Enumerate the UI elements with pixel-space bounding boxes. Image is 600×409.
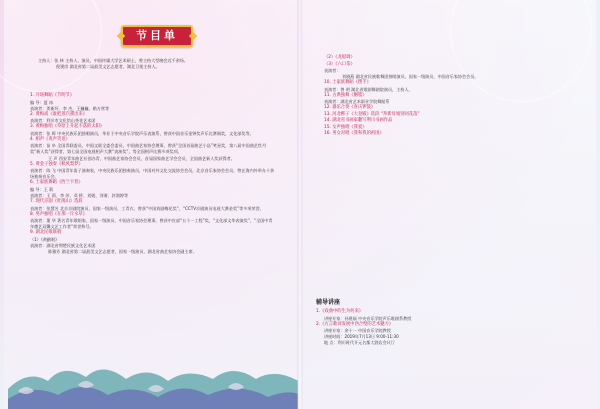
program-list-left <box>30 93 276 255</box>
program-item-title: 7. 现代京剧《杜鹃山》选段 <box>30 199 83 205</box>
program-title-banner <box>121 25 193 47</box>
program-item-title: 3. 黄梅独唱《草原上升起不落的太阳》 <box>30 124 105 130</box>
program-item-title: 14. 湖北省书画家翻写利川书画作品 <box>324 118 393 124</box>
right-page <box>302 0 596 409</box>
program-item-line: 刘晓燕 湖北省民族歌舞团独唱演员，国家一级演员，中国音乐家协会会员。 <box>342 74 479 80</box>
program-item-title: 10. 土家族舞蹈《摆手》 <box>324 80 371 86</box>
program-item-title: 15. 女声独唱《我爱》 <box>324 124 367 130</box>
program-item-title: 2. 黄梅戏《谁把蒸汽熏出来》 <box>30 111 88 117</box>
program-item-line: 王 声 西安青年曲艺社创办青，中国曲艺家协会会员，首届国家曲艺学会会员，全国曲艺新人奖获得者。 <box>48 155 235 161</box>
cloud-decoration <box>8 349 298 409</box>
program-item-line: 表演者：贺新坏、李 杰、王巍巍、皓万营等 <box>30 105 110 111</box>
program-item-line: 陈雅芳 湖北省第二届最美文艺志愿者，国家一级演员，湖北省曲艺家协会副主席。 <box>48 249 197 254</box>
program-item-title: 5. 黄金子独奏《秋风梨梦》 <box>30 161 83 167</box>
program-item-line: 表演者： <box>324 68 341 73</box>
program-item-line: 表演者：陈 飞 中国青年笛子演奏家，中央民族乐团独奏演员，中国对外文化交流协会会员，北京音乐家协会会员，曾在海内外举办十余场独奏音乐会。 <box>30 168 275 180</box>
program-item-title: 8. 男声独唱《在那一片水草》 <box>30 211 88 217</box>
lecture-line: 讲座时间：2019年7月13日 9:00-11:30 <box>324 334 399 340</box>
program-item-title: 9. 湖北民歌联唱 <box>30 230 62 236</box>
program-item-line: 表演者：苗 阜 全国青联委员，中国文联全委会委员，中国曲艺家协会理事，曾获“全国首届曲艺小品”笑星奖，第八届中国曲艺牡丹奖“新人奖”获得者，第七届全国电视相声大赛“表演奖”，等全国相声比赛多项奖项。 <box>30 143 267 155</box>
program-item-title: 13. 河北梆子《大登殿》选段 “拜新母娘别词花落” <box>324 111 420 117</box>
program-item-title: 6. 土家族舞蹈《西兰卡普》 <box>30 180 83 186</box>
program-item-title: 1. 开场舞蹈《节明节》 <box>30 93 75 98</box>
hosts-block <box>38 58 274 70</box>
program-item-line: （1）《黄鹂唱》 <box>30 236 60 242</box>
lecture-title: 2.《方言歌词发展中西合壁的艺术魅力》 <box>316 321 394 327</box>
section-heading: 辅导讲座 <box>316 299 341 306</box>
program-item-line: 表演者：张 晖 中央民族乐团独唱演员，毕业于中央音乐学院声乐表演系，曾获中国音乐金钟奖声乐比赛铜奖，文化部奖等。 <box>30 130 254 136</box>
left-page <box>4 0 298 409</box>
program-item-line: 表演者：王 莉、李 莎、邓 桥、刘媛、刘谐、封润婷等 <box>30 192 129 198</box>
program-item-line: 表演者：曾 明 湖北省歌剧舞剧院演员，主持人。 <box>324 86 413 92</box>
program-item-title: 16. 男女对唱《我和我的祖国》 <box>324 131 384 137</box>
program-item-line: 表演者：董 华 著名青年歌唱家，国家一级演员，中国音乐家协会理事，曾获中宣部“五个一工程”奖，“文化部文华表演奖”，“全国中青年德艺双馨文艺工作者”荣誉称号。 <box>30 218 273 230</box>
program-item-line: 表演者：张慧芳 北京京剧院演员，国家一级演员，工青衣，曾获“中国戏剧梅花奖”，“CCTV京剧演员电视大赛金奖”等多项荣誉。 <box>30 205 264 211</box>
program-item-line: 表演者：湖北省艺术职业学院舞蹈系 <box>324 99 390 105</box>
program-item-line: 编 导：王 莉 <box>30 186 54 192</box>
auxiliary-lectures <box>316 300 586 346</box>
program-list-right <box>324 55 586 138</box>
lecture-line: 讲座专家：孙建福 中央音乐学院声乐歌剧系教授 <box>324 315 412 321</box>
lecture-line: 地 点：利川时代开元名都大酒店会议厅 <box>324 340 395 346</box>
lecture-title: 1.《戏曲中的生为何来》 <box>316 309 364 315</box>
host-line: 主持人：张 林 主持人、演员，中国传媒大学艺术硕士，曾主持大型晚会近千余场。 <box>38 58 188 63</box>
program-item-line: 编 导：夏 冰 <box>30 99 54 105</box>
page-title: 节目单 <box>136 29 178 42</box>
program-item-line: 表演者：利川市文化馆山茶花艺术团 <box>30 118 96 124</box>
program-item-title: （3）《六口茶》 <box>324 61 355 67</box>
host-line: 倪建房 湖北省第二届最美文艺志愿者，湖北卫视主持人。 <box>56 64 160 70</box>
program-item-title: （2）《龙船调》 <box>324 55 355 60</box>
program-item-title: 4. 相声《说声笑语》 <box>30 136 70 142</box>
lecture-line: 讲座专家：余十一 中国音乐学院教授 <box>324 328 391 334</box>
program-item-line: 表演者：湖北省荆楚民族文化艺术团 <box>30 242 96 248</box>
program-item-title: 12. 器乐合奏《喜庆锣鼓》 <box>324 105 376 111</box>
program-item-title: 11. 古典独舞《胭脂》 <box>324 92 367 98</box>
